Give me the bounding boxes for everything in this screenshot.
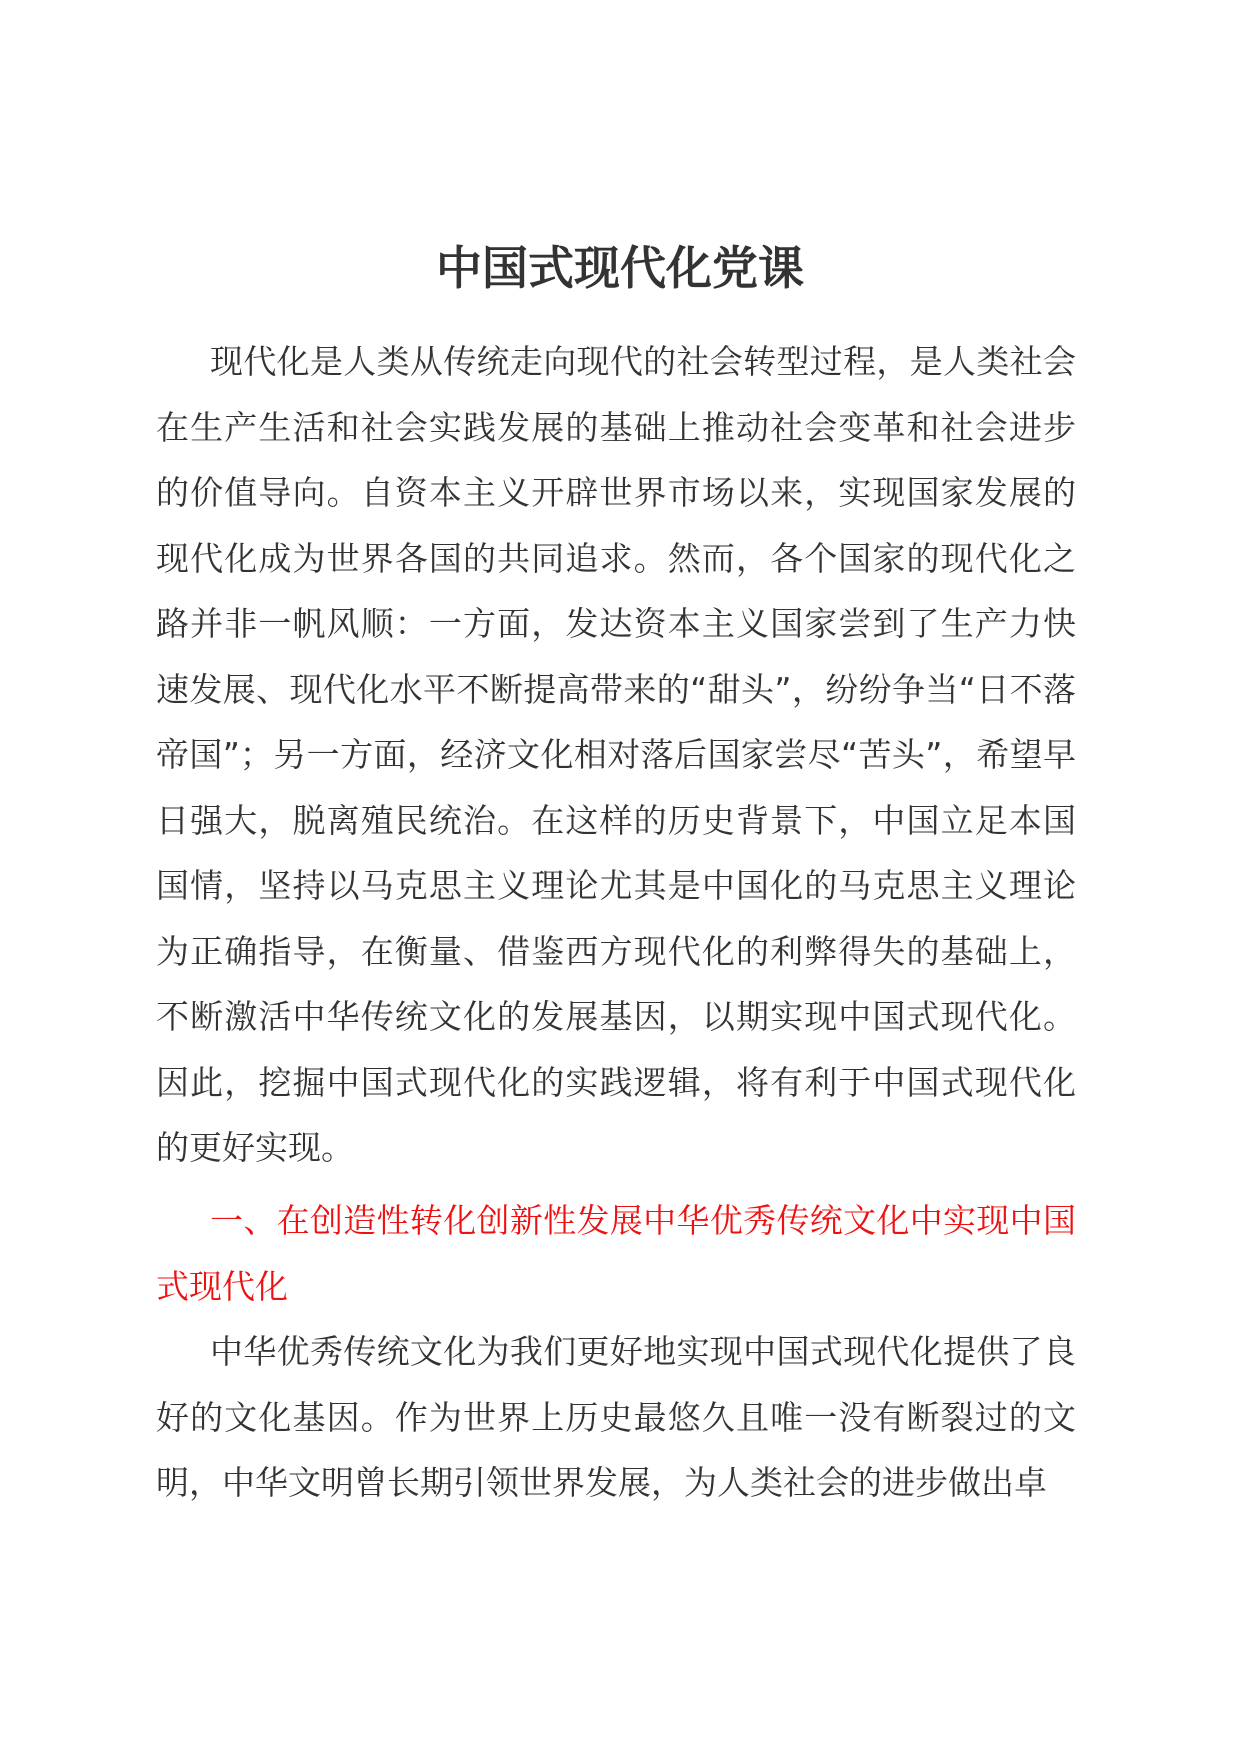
section-heading: 一、在创造性转化创新性发展中华优秀传统文化中实现中国式现代化 [156, 1201, 1076, 1306]
document-title: 中国式现代化党课 [436, 241, 804, 295]
section-paragraph: 中华优秀传统文化为我们更好地实现中国式现代化提供了良好的文化基因。作为世界上历史最悠久且唯一没有断裂过的文明，中华文明曾长期引领世界发展，为人类社会的进步做出卓 [156, 1332, 1076, 1502]
intro-paragraph: 现代化是人类从传统走向现代的社会转型过程，是人类社会在生产生活和社会实践发展的基础上推动社会变革和社会进步的价值导向。自资本主义开辟世界市场以来，实现国家发展的现代化成为世界各国的共同追求。然而，各个国家的现代化之路并非一帆风顺：一方面，发达资本主义国家尝到了生产力快速发展、现代化水平不断提高带来的“甜头”，纷纷争当“日不落帝国”；另一方面，经济文化相对落后国家尝尽“苦头”，希望早日强大，脱离殖民统治。在这样的历史背景下，中国立足本国国情，坚持以马克思主义理论尤其是中国化的马克思主义理论为正确指导，在衡量、借鉴西方现代化的利弊得失的基础上，不断激活中华传统文化的发展基因，以期实现中国式现代化。因此，挖掘中国式现代化的实践逻辑，将有利于中国式现代化的更好实现。 [156, 342, 1076, 1167]
